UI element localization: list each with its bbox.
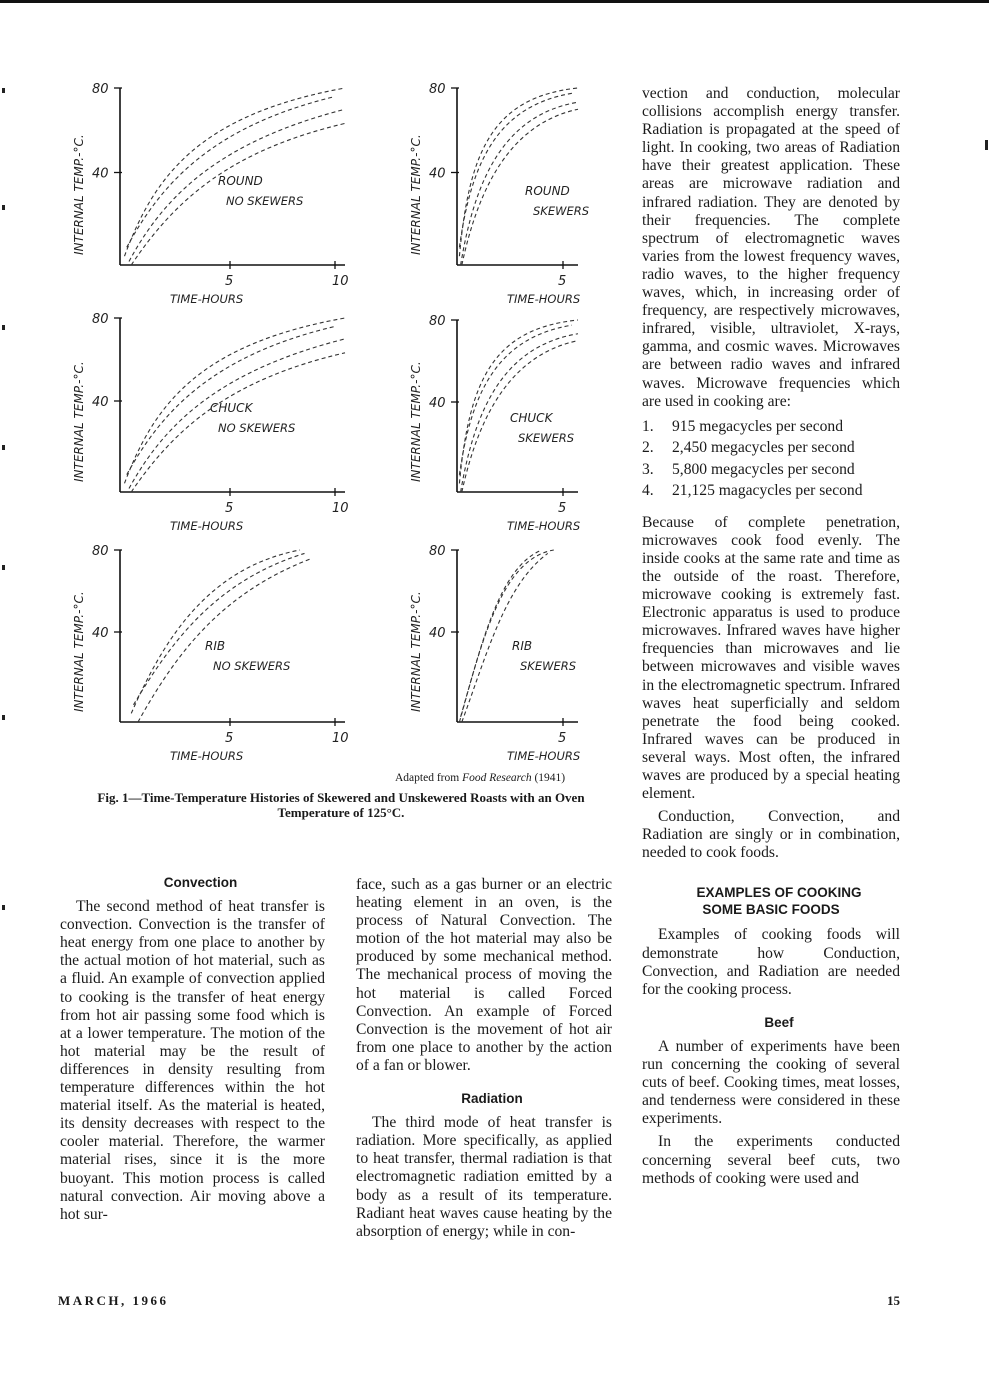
section-heading-convection: Convection bbox=[163, 875, 238, 890]
temperature-curve bbox=[127, 97, 334, 247]
y-axis-title: INTERNAL TEMP.-°C. bbox=[72, 134, 86, 255]
list-item bbox=[642, 480, 900, 502]
y-axis-title: INTERNAL TEMP.-°C. bbox=[409, 591, 423, 712]
x-axis-title: TIME-HOURS bbox=[170, 749, 244, 763]
y-tick-label: 40 bbox=[92, 626, 109, 641]
column-3 bbox=[642, 85, 900, 1188]
x-tick-label: 10 bbox=[332, 274, 349, 289]
y-tick-label: 80 bbox=[92, 544, 109, 559]
credit-source: Food Research bbox=[462, 772, 532, 784]
microwave-frequency-list bbox=[642, 416, 900, 502]
page-number: 15 bbox=[887, 1293, 900, 1308]
paragraph: Because of complete penetration, microwaves cook food evenly. The inside cooks at the same rate and time as the outside of the roast. Therefore, microwave cooking is extremely fast. Electronic apparatus is used to produce microwaves. Infrared waves have higher frequencies than microwaves and lie between microwaves and visible waves in the electromagnetic spectrum. Infrared waves heat superficially and seldom penetrate the food being cooked. Infrared waves can be produced in several ways. Most often, the infrared waves are produced by a special heating element. bbox=[642, 513, 900, 803]
paragraph: vection and conduction, molecular collisions accomplish energy transfer. Radiation is propagated at the speed of light. In cooking, two areas of Radiation have their greatest application. These areas are microwave radiation and infrared radiation. They are denoted by their frequencies. The complete spectrum of electromagnetic waves varies from the lowest frequency waves, radio waves, to the higher frequency waves, which, in increasing order of frequency, are respectively microwaves, infrared, visible, ultraviolet, X-rays, gamma, and cosmic waves. Microwaves are between radio waves and infrared waves. Microwave frequencies which are used in cooking are: bbox=[642, 85, 900, 410]
y-tick-label: 40 bbox=[429, 626, 446, 641]
panel-label-cut: RIB bbox=[205, 639, 226, 653]
y-axis-title: INTERNAL TEMP.-°C. bbox=[72, 591, 86, 712]
y-tick-label: 40 bbox=[92, 166, 109, 182]
panel-label-cut: RIB bbox=[512, 639, 533, 653]
paragraph: In the experiments conducted concerning several beef cuts, two methods of cooking were used and bbox=[642, 1133, 900, 1187]
panel-label-method: NO SKEWERS bbox=[218, 421, 296, 435]
panel-label-method: NO SKEWERS bbox=[226, 194, 304, 208]
panel-label-method: SKEWERS bbox=[518, 431, 575, 445]
y-tick-label: 40 bbox=[429, 166, 446, 182]
list-number: 1. bbox=[642, 417, 654, 435]
y-tick-label: 40 bbox=[429, 396, 446, 411]
panel-label-method: SKEWERS bbox=[520, 659, 577, 673]
list-text: 2,450 megacycles per second bbox=[672, 439, 855, 457]
x-axis-title: TIME-HOURS bbox=[507, 749, 581, 763]
temperature-curve bbox=[461, 550, 554, 717]
x-tick-label: 5 bbox=[558, 501, 567, 516]
heading-line: EXAMPLES OF COOKING bbox=[696, 885, 862, 901]
list-number: 2. bbox=[642, 439, 654, 457]
temperature-curve bbox=[134, 553, 305, 704]
column-2 bbox=[356, 876, 612, 1241]
paragraph: The second method of heat transfer is convection. Convection is the transfer of heat energy from one place to another by the actual motion of hot material, such as a fluid. An example of convection applied to cooking is the transfer of heat energy from hot air passing some food which is at a lower temperature. The motion of the hot material may be the result of differences in density resulting from temperature differences within the hot material itself. As the material is heated, its density decreases with respect to the cooler material. Therefore, the warmer material rises, since it is the more buoyant. This motion process is called natural convection. Air moving above a hot sur- bbox=[60, 898, 325, 1223]
figure-credit: Adapted from Food Research (1941) bbox=[395, 772, 566, 784]
x-tick-label: 10 bbox=[332, 501, 349, 516]
x-tick-label: 5 bbox=[558, 731, 567, 746]
list-item bbox=[642, 416, 900, 438]
y-tick-label: 80 bbox=[429, 544, 446, 559]
paragraph: Examples of cooking foods will demonstrate how Conduction, Convection, and Radiation are needed for the cooking process. bbox=[642, 926, 900, 998]
panel-label-cut: ROUND bbox=[218, 174, 263, 188]
footer-date: MARCH, 1966 bbox=[58, 1293, 169, 1308]
paragraph: face, such as a gas burner or an electric heating element in an oven, is the process of Natural Convection. The motion of the hot material may also be produced by some mechanical method. The mechanical process of moving the hot material is called Forced Convection. An example of Forced Convection is the movement of hot air from one place to another by the action of a fan or blower. bbox=[356, 876, 612, 1074]
x-axis-title: TIME-HOURS bbox=[170, 519, 244, 533]
paragraph: A number of experiments have been run concerning the cooking of several cuts of beef. Cooking times, meat losses, and tenderness were considered in these experiments. bbox=[642, 1037, 900, 1128]
section-heading-beef: Beef bbox=[764, 1014, 794, 1030]
margin-mark bbox=[2, 905, 5, 910]
x-axis-title: TIME-HOURS bbox=[507, 519, 581, 533]
list-item bbox=[642, 437, 900, 459]
figure-caption: Fig. 1—Time-Temperature Histories of Skewered and Unskewered Roasts with an Oven Temperature of 125°C. bbox=[97, 790, 585, 820]
temperature-curve bbox=[459, 320, 578, 483]
x-axis-title: TIME-HOURS bbox=[507, 292, 581, 306]
y-axis-title: INTERNAL TEMP.-°C. bbox=[409, 361, 423, 482]
x-tick-label: 10 bbox=[332, 731, 349, 746]
x-tick-label: 5 bbox=[558, 274, 567, 289]
panel-label-cut: CHUCK bbox=[510, 411, 553, 425]
x-tick-label: 5 bbox=[225, 501, 234, 516]
section-heading-examples bbox=[642, 884, 900, 918]
paragraph: Conduction, Convection, and Radiation are singly or in combination, needed to cook foods. bbox=[642, 808, 900, 862]
list-number: 3. bbox=[642, 460, 654, 478]
y-axis-title: INTERNAL TEMP.-°C. bbox=[409, 134, 423, 255]
margin-mark bbox=[985, 140, 988, 150]
y-tick-label: 80 bbox=[92, 82, 109, 97]
time-temperature-figure bbox=[0, 0, 640, 770]
section-heading-radiation: Radiation bbox=[461, 1091, 523, 1107]
list-text: 21,125 magacycles per second bbox=[672, 482, 863, 500]
temperature-curve bbox=[462, 553, 548, 722]
list-text: 5,800 megacycles per second bbox=[672, 460, 855, 478]
y-tick-label: 80 bbox=[92, 312, 109, 327]
x-tick-label: 5 bbox=[225, 274, 234, 289]
y-tick-label: 80 bbox=[429, 82, 446, 97]
panel-label-cut: CHUCK bbox=[210, 401, 253, 415]
y-axis-title: INTERNAL TEMP.-°C. bbox=[72, 361, 86, 482]
heading-line: SOME BASIC FOODS bbox=[702, 902, 840, 918]
list-item bbox=[642, 459, 900, 481]
temperature-curve bbox=[125, 88, 346, 256]
y-tick-label: 80 bbox=[429, 314, 446, 329]
temperature-curve bbox=[459, 550, 541, 722]
x-tick-label: 5 bbox=[225, 731, 234, 746]
temperature-curve bbox=[131, 550, 300, 713]
paragraph: The third mode of heat transfer is radiation. More specifically, as applied to heat transfer, thermal radiation is that electromagnetic radiation emitted by a body as a result of its temperature. Radiant heat waves cause heating by the absorption of energy; while in con- bbox=[356, 1114, 612, 1240]
panel-label-method: SKEWERS bbox=[533, 204, 590, 218]
column-1 bbox=[60, 874, 325, 1224]
panel-label-cut: ROUND bbox=[525, 184, 570, 198]
list-text: 915 megacycles per second bbox=[672, 417, 844, 435]
x-axis-title: TIME-HOURS bbox=[170, 292, 244, 306]
panel-label-method: NO SKEWERS bbox=[213, 659, 291, 673]
y-tick-label: 40 bbox=[92, 395, 109, 410]
list-number: 4. bbox=[642, 482, 654, 500]
